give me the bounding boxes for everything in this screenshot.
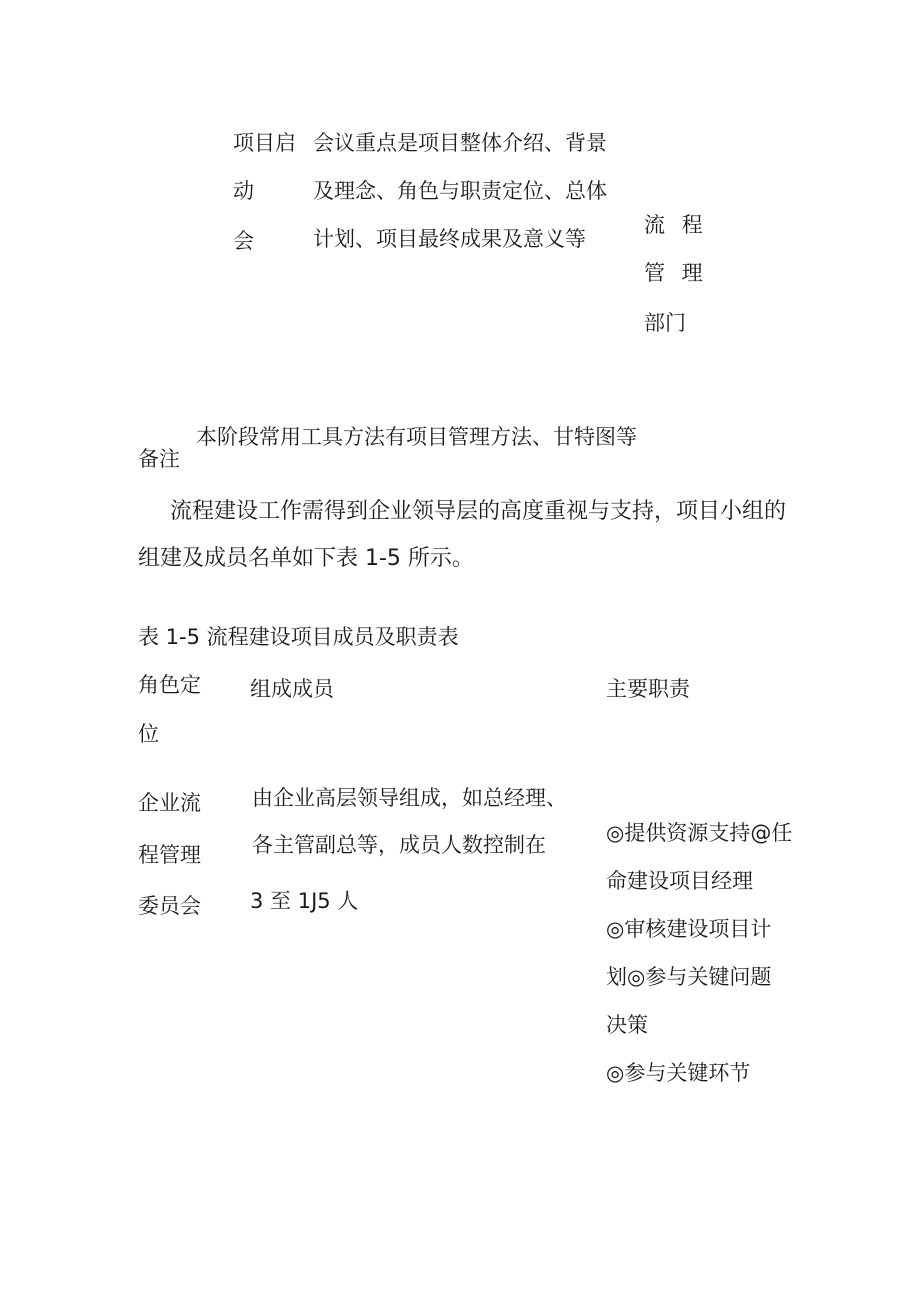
duty-line: 命建设项目经理 [606, 869, 753, 893]
duty-line: ◎提供资源支持@任 [606, 821, 793, 845]
duty-line: ◎审核建设项目计 [606, 917, 772, 941]
stage-content-line: 及理念、角色与职责定位、总体 [313, 179, 607, 203]
member-line: 各主管副总等，成员人数控制在 [252, 833, 546, 857]
stage-content-line: 会议重点是项目整体介绍、背景 [313, 131, 607, 155]
remarks-text: 本阶段常用工具方法有项目管理方法、甘特图等 [196, 425, 637, 449]
remarks-label: 备注 [138, 447, 180, 471]
header-duties: 主要职责 [606, 677, 690, 701]
stage-label-line: 会 [233, 229, 254, 253]
role-line: 程管理 [138, 843, 201, 867]
duty-line: ◎参与关键环节 [606, 1061, 751, 1085]
header-members: 组成成员 [250, 677, 334, 701]
role-line: 企业流 [138, 791, 201, 815]
paragraph-line: 流程建设工作需得到企业领导层的高度重视与支持，项目小组的 [170, 499, 787, 524]
header-role-line: 角色定 [138, 673, 201, 697]
stage-owner-line: 流 程 [644, 213, 708, 237]
role-line: 委员会 [138, 894, 201, 918]
stage-label-line: 动 [233, 179, 254, 203]
stage-owner-line: 部门 [644, 311, 686, 335]
duty-line: 决策 [606, 1013, 648, 1037]
member-line: 3 至 1J5 人 [250, 889, 359, 913]
stage-content-line: 计划、项目最终成果及意义等 [313, 227, 586, 251]
header-role-line: 位 [138, 722, 159, 746]
duty-line: 划◎参与关键问题 [606, 965, 772, 989]
paragraph-line: 组建及成员名单如下表 1-5 所示。 [138, 546, 474, 571]
stage-label-line: 项目启 [233, 131, 296, 155]
member-line: 由企业高层领导组成，如总经理、 [252, 786, 567, 810]
stage-owner-line: 管 理 [644, 261, 708, 285]
table-caption: 表 1-5 流程建设项目成员及职责表 [138, 625, 459, 649]
